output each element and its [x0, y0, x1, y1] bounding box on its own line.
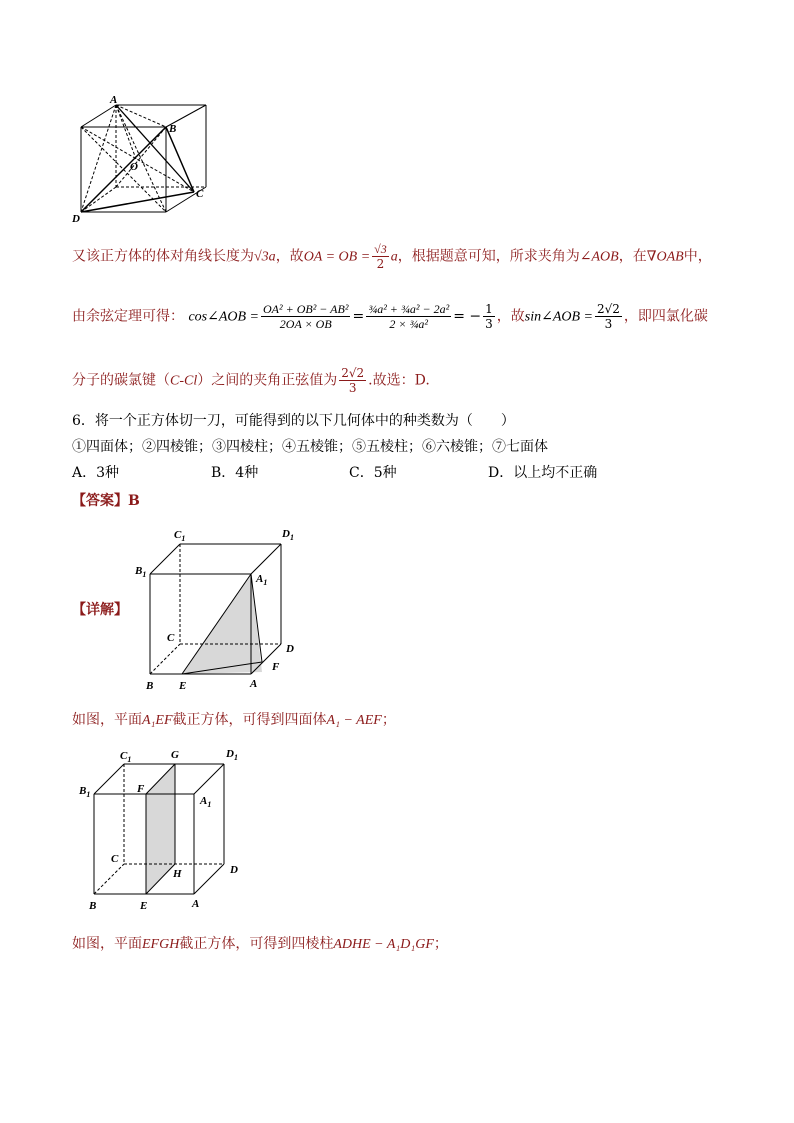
label-D: D — [72, 213, 80, 225]
text: ，故 — [496, 308, 525, 325]
frac-den: 3 — [348, 381, 357, 395]
text: 又该正方体的体对角线长度为 — [72, 248, 254, 265]
cube-figure-2 — [134, 522, 304, 697]
label-A: A — [110, 94, 118, 106]
label-B: B — [146, 680, 154, 692]
math-eq: = — [352, 308, 365, 325]
text: 分子的碳氯键（ — [72, 372, 170, 389]
frac-num: 1 — [485, 302, 493, 316]
frac-den: 2OA × OB — [279, 317, 332, 331]
fraction — [372, 242, 389, 271]
math-solid: A₁ − AEF — [326, 713, 382, 728]
math-cos: cos∠AOB = — [188, 309, 260, 325]
text: ，故 — [275, 248, 304, 265]
fraction — [339, 366, 366, 395]
label-E: E — [179, 680, 187, 692]
label-A1: $A_1$ — [256, 573, 268, 587]
label-D: D — [286, 643, 294, 655]
option-c: C．5种 — [349, 465, 397, 481]
math-tri: ∇OAB — [646, 249, 684, 265]
label-E: E — [140, 900, 148, 912]
question-6-items: ①四面体；②四棱锥；③四棱柱；④五棱锥；⑤五棱柱；⑥六棱锥；⑦七面体 — [72, 439, 548, 455]
label-B: B — [169, 123, 177, 135]
solution-paragraph-3 — [72, 366, 430, 395]
label-B1: $B_1$ — [135, 565, 147, 579]
frac-den: 2 — [376, 257, 385, 271]
fraction — [483, 302, 495, 331]
label-D: D — [230, 864, 238, 876]
cube-figure-3 — [76, 744, 251, 916]
math-plane: A₁EF — [142, 713, 173, 728]
label-C: C — [196, 188, 204, 200]
text: ，在 — [618, 248, 647, 265]
text: .故选：D. — [368, 372, 430, 389]
math-bond: C-Cl — [170, 373, 198, 389]
option-b: B．4种 — [211, 465, 259, 481]
frac-den: 3 — [604, 317, 613, 331]
frac-num: ¾a² + ¾a² − 2a² — [368, 302, 450, 316]
frac-num: √3 — [374, 242, 387, 256]
label-D1: $D_1$ — [282, 528, 294, 542]
frac-num: 2√2 — [341, 366, 365, 380]
label-B1: $B_1$ — [79, 785, 91, 799]
math-solid: ADHE − A₁D₁GF — [333, 937, 434, 952]
label-C1: $C_1$ — [174, 529, 186, 543]
solution-paragraph-2 — [72, 302, 708, 331]
label-D1: $D_1$ — [226, 748, 238, 762]
solution-paragraph-4 — [72, 710, 396, 731]
math-a: a — [390, 249, 398, 265]
label-C1: $C_1$ — [120, 750, 132, 764]
label-O: O — [130, 161, 138, 173]
frac-num: OA² + OB² − AB² — [263, 302, 349, 316]
text: 中， — [683, 248, 712, 265]
text: ，根据题意可知，所求夹角为 — [397, 248, 580, 265]
frac-num: 2√2 — [596, 302, 620, 316]
solution-paragraph-1 — [72, 242, 712, 271]
frac-den: 2 × ¾a² — [389, 317, 429, 331]
label-F: F — [272, 661, 280, 673]
label-C: C — [167, 632, 175, 644]
label-A: A — [192, 898, 200, 910]
text: ； — [433, 936, 448, 952]
cube-figure-1 — [66, 92, 216, 227]
fraction — [366, 302, 451, 331]
text: 由余弦定理可得： — [72, 308, 184, 325]
text: ）之间的夹角正弦值为 — [197, 372, 338, 389]
math-sin: sin∠AOB = — [524, 309, 593, 325]
question-6-stem: 6．将一个正方体切一刀，可能得到的以下几何体中的种类数为（ ） — [72, 413, 515, 429]
text: 如图，平面 — [72, 936, 142, 952]
label-C: C — [111, 853, 119, 865]
label-A1: $A_1$ — [200, 795, 212, 809]
label-G: G — [171, 749, 179, 761]
solution-paragraph-5 — [72, 934, 448, 955]
label-H: H — [173, 868, 182, 880]
frac-den: 3 — [485, 317, 493, 331]
fraction — [261, 302, 350, 331]
text: 如图，平面 — [72, 712, 142, 728]
text: 截正方体，可得到四棱柱 — [179, 936, 334, 952]
option-d: D．以上均不正确 — [488, 465, 598, 481]
label-A: A — [250, 678, 258, 690]
math-plane: EFGH — [142, 937, 180, 952]
text: 截正方体，可得到四面体 — [172, 712, 327, 728]
label-B: B — [89, 900, 97, 912]
math-angle: ∠AOB — [579, 249, 619, 265]
detail-label: 【详解】 — [72, 602, 128, 618]
option-a: A．3种 — [72, 465, 120, 481]
math-eq: = − — [453, 308, 482, 325]
label-F: F — [137, 783, 145, 795]
math-sqrt3a: √3a — [254, 249, 276, 265]
answer-label: 【答案】B — [72, 493, 140, 509]
text: ； — [381, 712, 396, 728]
text: ，即四氯化碳 — [623, 308, 708, 325]
math-eq: OA = OB = — [303, 249, 371, 265]
fraction — [595, 302, 622, 331]
